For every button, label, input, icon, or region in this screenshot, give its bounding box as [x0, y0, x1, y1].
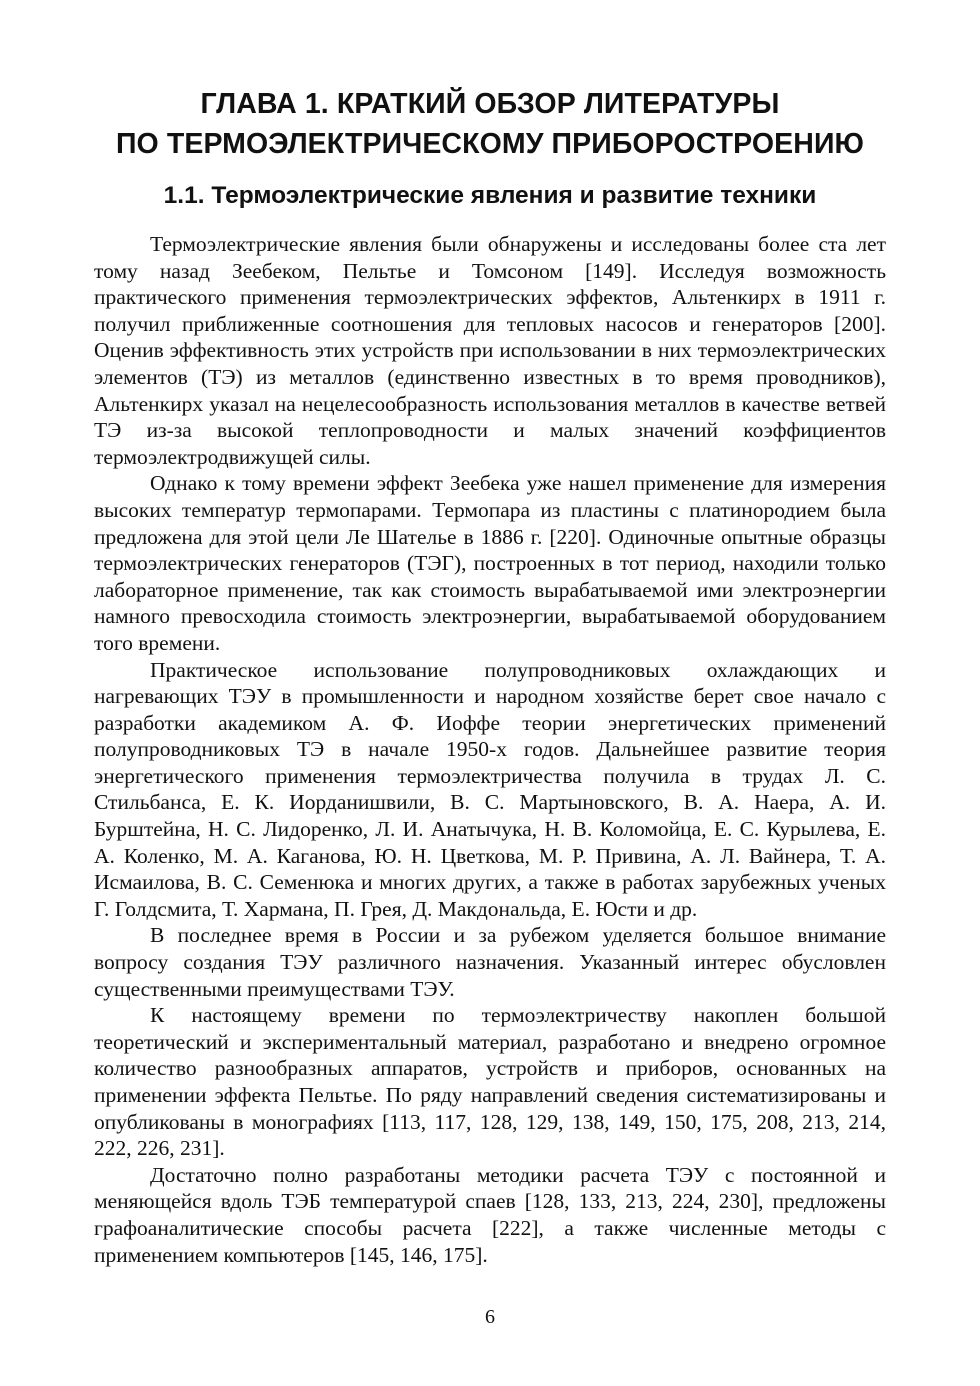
- section-title: 1.1. Термоэлектрические явления и развитие техники: [163, 182, 817, 209]
- page-number: 6: [485, 1306, 495, 1328]
- chapter-title-line-1: ГЛАВА 1. КРАТКИЙ ОБЗОР ЛИТЕРАТУРЫ: [200, 88, 780, 120]
- paragraph: Термоэлектрические явления были обнаружены и исследованы более ста лет тому назад Зеебеком, Пельтье и Томсоном [149]. Исследуя возможность практического применения термоэлектрических эффектов, Альтенкирх в 1911 г. получил приближенные соотношения для тепловых насосов и генераторов [200]. Оценив эффективность этих устройств при использовании в них термоэлектрических элементов (ТЭ) из металлов (единственно известных в то время проводников), Альтенкирх указал на нецелесообразность использования металлов в качестве ветвей ТЭ из-за высокой теплопроводности и малых значений коэффициентов термоэлектродвижущей силы.: [94, 232, 886, 469]
- paragraph: В последнее время в России и за рубежом уделяется большое внимание вопросу создания ТЭУ различного назначения. Указанный интерес обусловлен существенными преимуществами ТЭУ.: [94, 923, 886, 1001]
- paragraph: Однако к тому времени эффект Зеебека уже нашел применение для измерения высоких температур термопарами. Термопара из пластины с платинородием была предложена для этой цели Ле Шателье в 1886 г. [220]. Одиночные опытные образцы термоэлектрических генераторов (ТЭГ), построенных в тот период, находили только лабораторное применение, так как стоимость вырабатываемой ими электроэнергии намного превосходила стоимость электроэнергии, вырабатываемой оборудованием того времени.: [94, 471, 886, 655]
- paragraph: К настоящему времени по термоэлектричеству накоплен большой теоретический и экспериментальный материал, разработано и внедрено огромное количество разнообразных аппаратов, устройств и приборов, основанных на применении эффекта Пельтье. По ряду направлений сведения систематизированы и опубликованы в монографиях [113, 117, 128, 129, 138, 149, 150, 175, 208, 213, 214, 222, 226, 231].: [94, 1003, 886, 1161]
- chapter-title: [0, 84, 980, 164]
- paragraph: Достаточно полно разработаны методики расчета ТЭУ с постоянной и меняющейся вдоль ТЭБ температурой спаев [128, 133, 213, 224, 230], предложены графоаналитические способы расчета [222], а также численные методы с применением компьютеров [145, 146, 175].: [94, 1162, 886, 1267]
- body-text: [94, 231, 886, 1268]
- chapter-title-line-2: ПО ТЕРМОЭЛЕКТРИЧЕСКОМУ ПРИБОРОСТРОЕНИЮ: [115, 128, 865, 160]
- paragraph: Практическое использование полупроводниковых охлаждающих и нагревающих ТЭУ в промышленности и народном хозяйстве берет свое начало с разработки академиком А. Ф. Иоффе теории энергетических применений полупроводниковых ТЭ в начале 1950-х годов. Дальнейшее развитие теория энергетического применения термоэлектричества получила в трудах Л. С. Стильбанса, Е. К. Иорданишвили, В. С. Мартыновского, В. А. Наера, А. И. Бурштейна, Н. С. Лидоренко, Л. И. Анатычука, Н. В. Коломойца, Е. С. Курылева, Е. А. Коленко, М. А. Каганова, Ю. Н. Цветкова, М. Р. Привина, А. Л. Вайнера, Т. А. Исмаилова, В. С. Семенюка и многих других, а также в работах зарубежных ученых Г. Голдсмита, Т. Хармана, П. Грея, Д. Макдональда, Е. Юсти и др.: [94, 657, 886, 921]
